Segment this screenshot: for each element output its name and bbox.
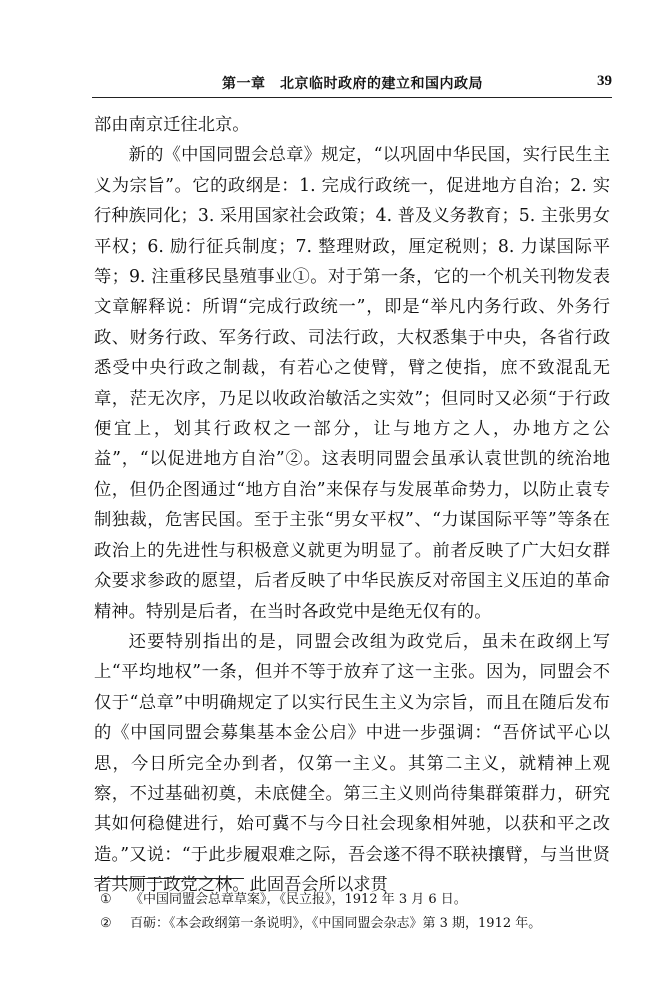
footnote-mark: ① [100, 892, 112, 907]
footnotes [100, 888, 610, 936]
header-rule [92, 97, 612, 98]
footnote-mark: ② [100, 916, 112, 931]
footnote-rule [94, 878, 244, 879]
page-number: 39 [597, 73, 612, 89]
footnote-text: 《中国同盟会总章草案》，《民立报》，1912 年 3 月 6 日。 [130, 892, 467, 907]
chapter-title: 第一章 北京临时政府的建立和国内政局 [222, 76, 483, 92]
footnote [100, 912, 610, 936]
footnote-text: 百砺：《本会政纲第一条说明》，《中国同盟会杂志》第 3 期，1912 年。 [130, 916, 542, 931]
paragraph: 还要特别指出的是，同盟会改组为政党后，虽未在政纲上写上“平均地权”一条，但并不等于放弃了这一主张。因为，同盟会不仅于“总章”中明确规定了以实行民生主义为宗旨，而且在随后发布的《中国同盟会募集基本金公启》中进一步强调：“吾侪试平心以思，今日所完全办到者，仅第一主义。其第二主义，就精神上观察，不过基础初奠，未底健全。第三主义则尚待集群策群力，研究其如何稳健进行，始可冀不与今日社会现象相舛驰，以获和平之改造。”又说：“于此步履艰难之际，吾会遂不得不联袂攘臂，与当世贤者共厕于政党之林。此固吾会所以求贯 [94, 631, 610, 896]
paragraph: 部由南京迁往北京。 [94, 115, 250, 135]
body-text [94, 110, 610, 901]
running-header [92, 64, 612, 98]
paragraph: 新的《中国同盟会总章》规定，“以巩固中华民国，实行民生主义为宗旨”。它的政纲是：1. 完成行政统一，促进地方自治；2. 实行种族同化；3. 采用国家社会政策；4. 普及义务教育；5. 主张男女平权；6. 励行征兵制度；7. 整理财政，厘定税则；8. 力谋国际平等；9. 注重移民垦殖事业①。对于第一条，它的一个机关刊物发表文章解释说：所谓“完成行政统一”，即是“举凡内务行政、外务行政、财务行政、军务行政、司法行政，大权悉集于中央，各省行政悉受中央行政之制裁，有若心之使臂，臂之使指，庶不致混乱无章，茫无次序，乃足以收政治敏活之实效”；但同时又必须“于行政便宜上，划其行政权之一部分，让与地方之人，办地方之公益”，“以促进地方自治”②。这表明同盟会虽承认袁世凯的统治地位，但仍企图通过“地方自治”来保存与发展革命势力，以防止袁专制独裁，危害民国。至于主张“男女平权”、“力谋国际平等”等条在政治上的先进性与积极意义就更为明显了。前者反映了广大妇女群众要求参政的愿望，后者反映了中华民族反对帝国主义压迫的革命精神。特别是后者，在当时各政党中是绝无仅有的。 [94, 145, 610, 622]
footnote [100, 888, 610, 912]
